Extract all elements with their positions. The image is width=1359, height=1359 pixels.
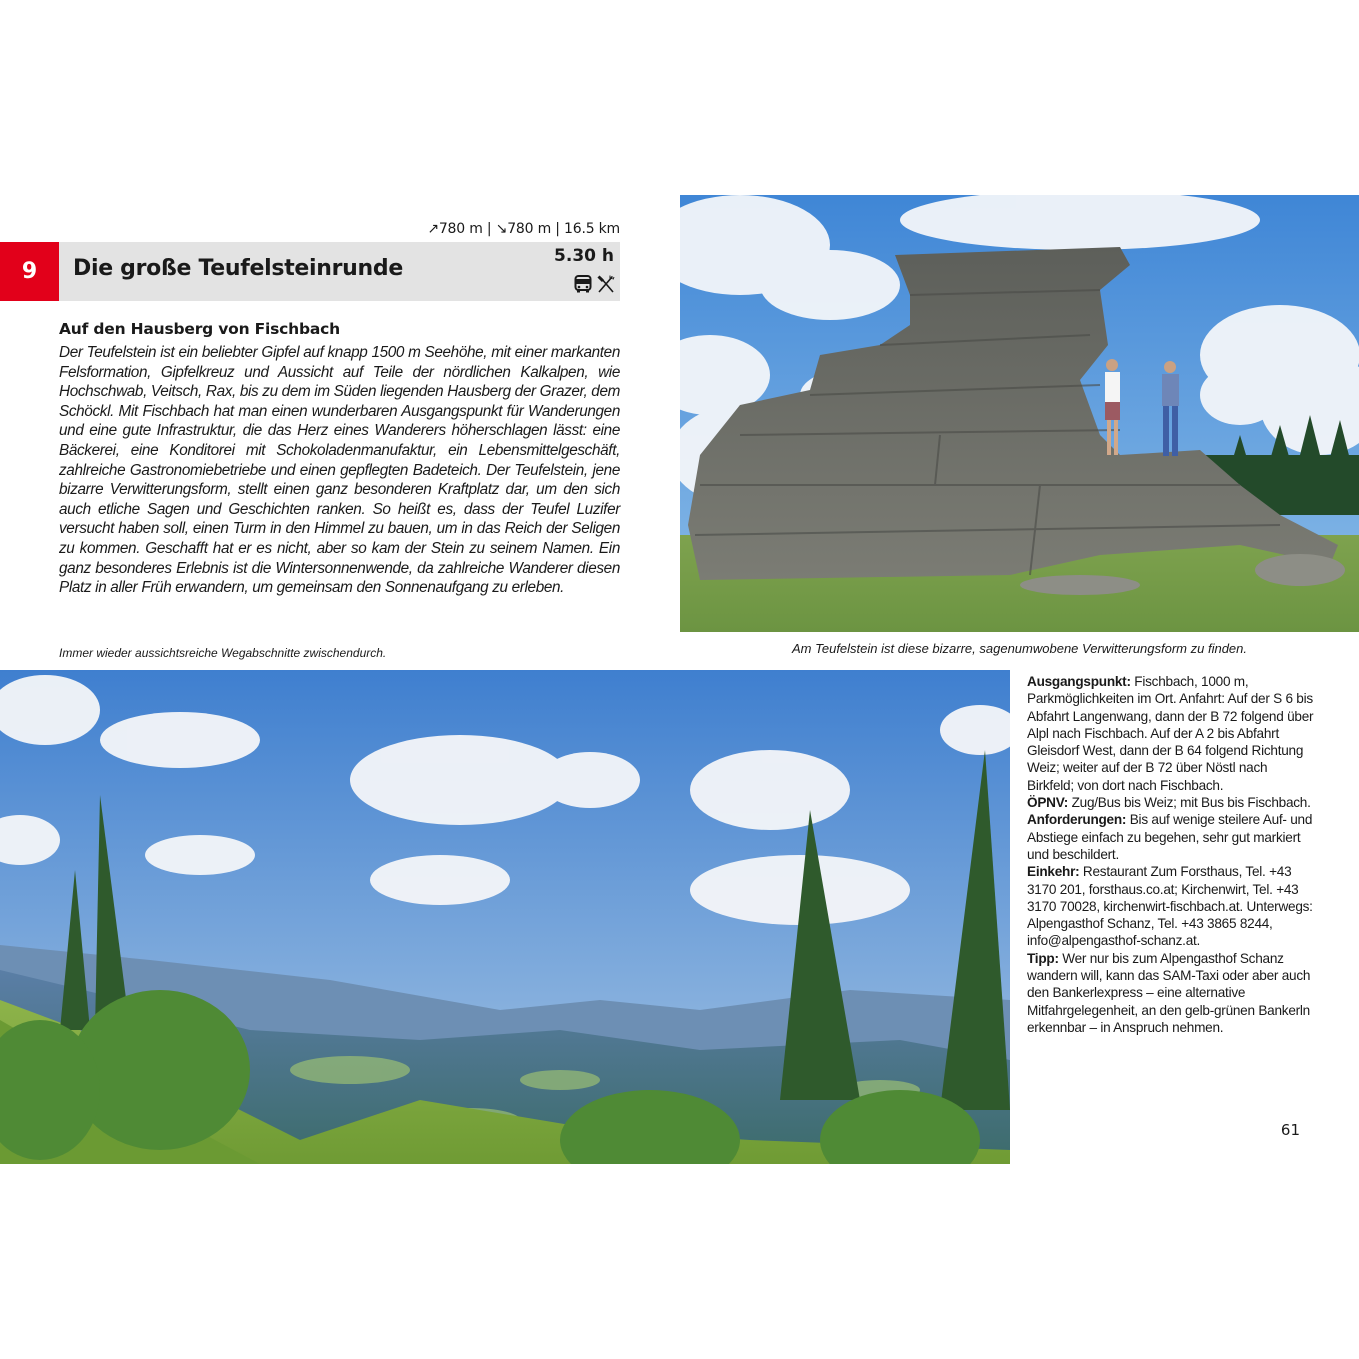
info-refreshments [1027, 863, 1317, 949]
intro-text: Der Teufelstein ist ein beliebter Gipfel auf knapp 1500 m Seehöhe, mit einer markanten Felsformation, Gipfelkreuz und Aussicht auf Teile der nördlichen Kalkalpen, wie Hochschwab, Veitsch, Rax, bis zu dem im Süden liegenden Hausberg der Grazer, dem Schöckl. Mit Fischbach hat man einen wunderbaren Ausgangspunkt für Wanderungen und eine gute Infrastruktur, die das Herz eines Wanderers höherschlagen lässt: eine Bäckerei, eine Konditorei mit Schokoladenmanufaktur, ein Lebensmittelgeschäft, zahlreiche Gastronomiebetriebe und einen gepflegten Badeteich. Der Teufelstein, jene bizarre Verwitterungsform, stellt einen ganz besonderen Kraftplatz dar, um den sich auch etliche Sagen und Geschichten ranken. So heißt es, dass der Teufel Luzifer versucht haben soll, einen Turm in den Himmel zu bauen, um in das Reich der Seligen zu kommen. Geschafft hat er es nicht, aber so kam der Stein zu seinem Namen. Ein ganz besonderes Erlebnis ist die Wintersonnenwende, da zahlreiche Wanderer diesen Platz in aller Früh erwandern, um gemeinsam den Sonnenaufgang zu erleben. [59, 344, 620, 597]
tour-number: 9 [21, 259, 38, 284]
tour-stats: ↗780 m | ↘780 m | 16.5 km [427, 221, 620, 237]
info-text: Bis auf wenige steilere Auf- und Abstiege einfach zu begehen, sehr gut markiert und beschildert. [1027, 812, 1313, 862]
info-label: ÖPNV: [1027, 795, 1069, 811]
info-tip [1027, 950, 1317, 1036]
info-label: Anforderungen: [1027, 812, 1127, 828]
info-start-point [1027, 673, 1317, 794]
panorama-landscape-photo [0, 670, 1010, 1164]
tour-title: Die große Teufelsteinrunde [73, 256, 403, 281]
teufelstein-rock-photo [680, 195, 1359, 632]
tour-number-badge [0, 242, 59, 301]
tour-icons [560, 274, 616, 294]
section-subtitle: Auf den Hausberg von Fischbach [59, 320, 340, 338]
tour-duration: 5.30 h [554, 246, 614, 266]
info-requirements [1027, 811, 1317, 863]
info-text: Wer nur bis zum Alpengasthof Schanz wandern will, kann das SAM-Taxi oder aber auch den Bankerlexpress – eine alternative Mitfahrgelegenheit, an den gelb-grünen Bankerln erkennbar – in Anspruch nehmen. [1027, 950, 1311, 1035]
bus-icon [573, 274, 593, 294]
tour-info [1027, 673, 1317, 1036]
info-public-transport [1027, 794, 1317, 811]
page-number: 61 [1280, 1121, 1300, 1139]
info-text: Restaurant Zum Forsthaus, Tel. +43 3170 201, forsthaus.co.at; Kirchenwirt, Tel. +43 3170 70028, kirchenwirt-fischbach.at. Unterwegs: Alpengasthof Schanz, Tel. +43 3865 8244, info@alpengasthof-schanz.at. [1027, 864, 1313, 949]
info-label: Einkehr: [1027, 864, 1080, 880]
restaurant-icon [596, 274, 616, 294]
info-text: Fischbach, 1000 m, Parkmöglichkeiten im Ort. Anfahrt: Auf der S 6 bis Abfahrt Langenwang, dann der B 72 folgend über Alpl nach Fischbach. Auf der A 2 bis Abfahrt Gleisdorf West, dann der B 64 folgend Richtung Weiz; weiter auf der B 72 über Nöstl nach Birkfeld; von dort nach Fischbach. [1027, 674, 1314, 793]
panorama-caption: Immer wieder aussichtsreiche Wegabschnitte zwischendurch. [59, 646, 387, 660]
rock-caption: Am Teufelstein ist diese bizarre, sagenumwobene Verwitterungsform zu finden. [792, 641, 1247, 656]
info-text: Zug/Bus bis Weiz; mit Bus bis Fischbach. [1071, 795, 1311, 811]
info-label: Ausgangspunkt: [1027, 674, 1131, 689]
info-label: Tipp: [1027, 950, 1059, 966]
